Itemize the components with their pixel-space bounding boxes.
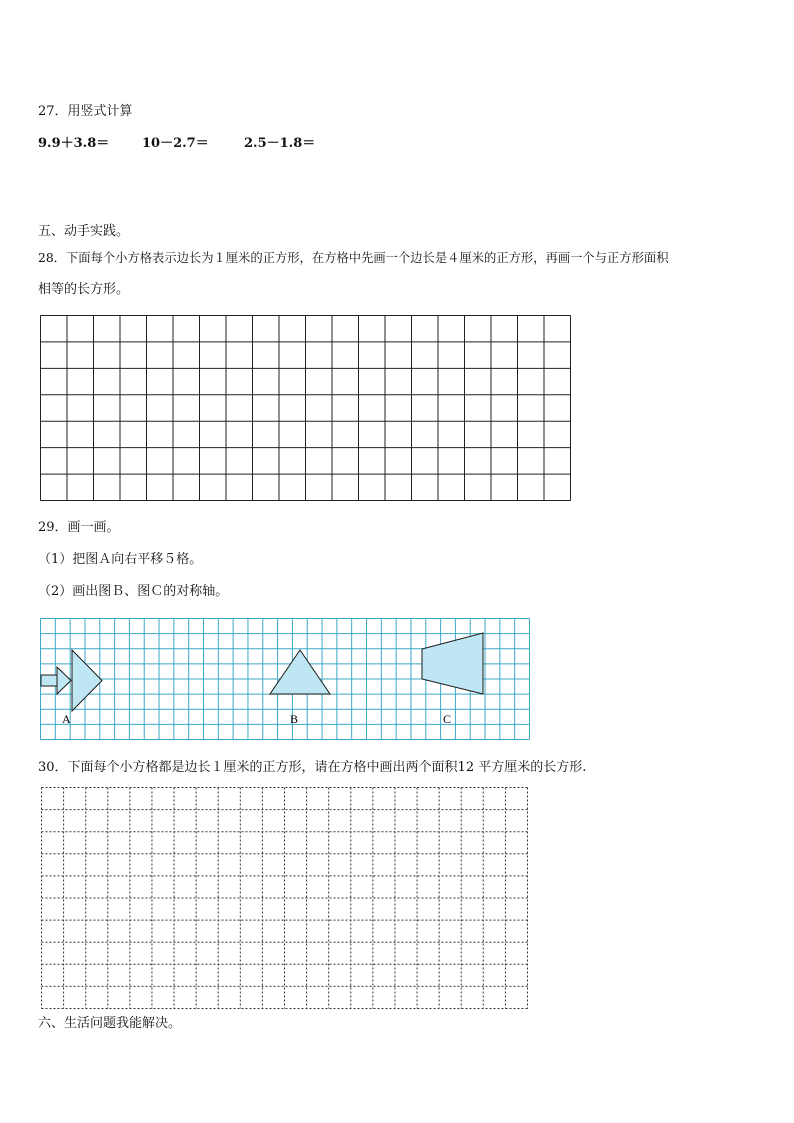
shape-a-small-triangle [57,667,71,694]
label-a: A [62,712,71,726]
q29-title: 29．画一画。 [38,520,120,535]
q30-dotted-grid[interactable] [41,787,528,1009]
q30-text: 30．下面每个小方格都是边长１厘米的正方形，请在方格中画出两个面积12 平方厘米的长方形. [38,760,587,775]
label-c: C [443,712,452,726]
label-b: B [290,712,299,726]
shape-a-large-triangle [72,650,102,711]
section-6-title: 六、生活问题我能解决。 [38,1016,182,1031]
q27-item-3: 2.5－1.8＝ [244,136,316,151]
shape-c-trapezoid [422,633,483,694]
q28-line-2: 相等的长方形。 [38,282,130,297]
section-5-title: 五、动手实践。 [38,224,130,239]
q29-drawing-grid[interactable] [40,618,530,740]
q28-line-1: 28．下面每个小方格表示边长为１厘米的正方形，在方格中先画一个边长是４厘米的正方形，再画一个与正方形面积 [38,251,669,265]
q27-item-1: 9.9＋3.8＝ [38,136,110,151]
q29-part-1: （1）把图Ａ向右平移５格。 [38,552,203,567]
q28-square-grid[interactable] [40,315,571,501]
q27-item-2: 10－2.7＝ [142,136,209,151]
q29-part-2: （2）画出图Ｂ、图Ｃ的对称轴。 [38,584,229,599]
shape-a-rectangle [41,675,57,686]
shape-a [41,650,102,711]
shape-b-triangle [270,650,330,694]
q27-title: 27．用竖式计算 [38,104,133,119]
